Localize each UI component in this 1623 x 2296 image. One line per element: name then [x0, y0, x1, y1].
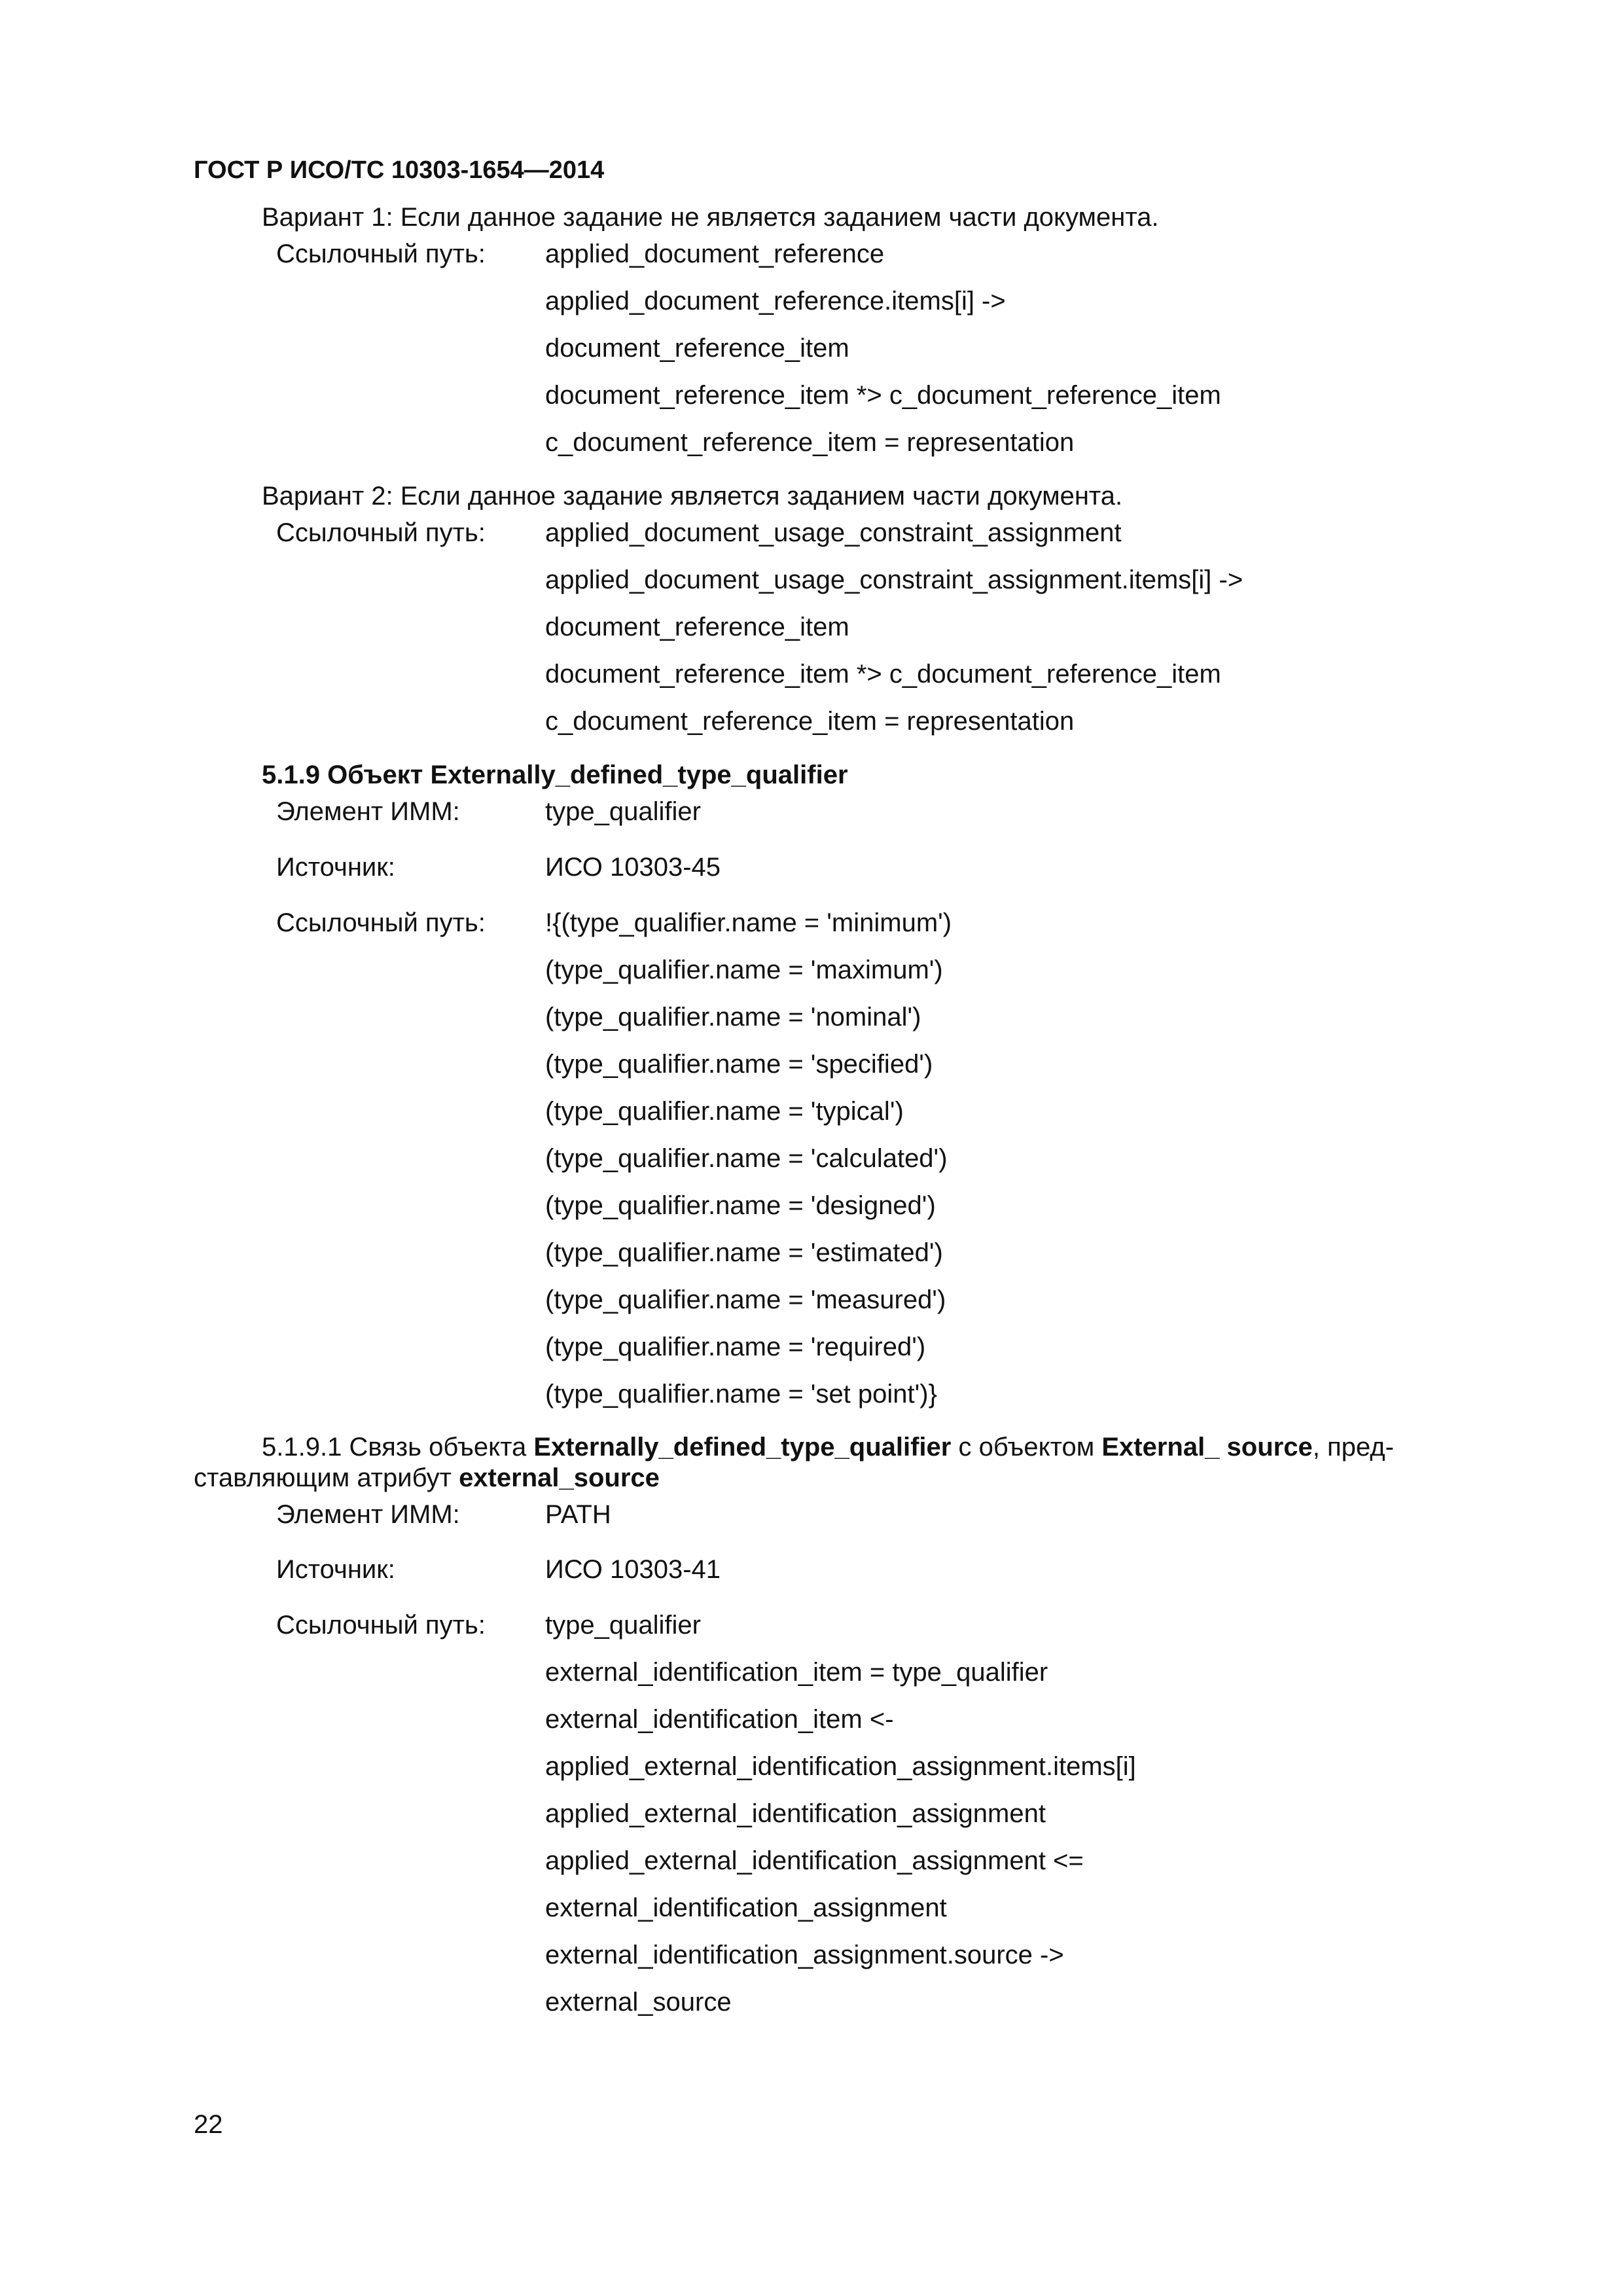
reference-path-line: type_qualifier: [545, 1611, 701, 1640]
variant-1-path-line: applied_document_reference: [545, 240, 885, 268]
entity-name: External_ source: [1101, 1433, 1313, 1462]
section-5-1-9-1-text: , пред-: [1312, 1433, 1394, 1462]
variant-1-path-line: c_document_reference_item = representation: [545, 428, 1075, 457]
variant-1-path-label: Ссылочный путь:: [276, 240, 486, 268]
variant-2-path-line: document_reference_item *> c_document_reference_item: [545, 660, 1221, 689]
reference-path-line: applied_external_identification_assignment: [545, 1799, 1046, 1828]
reference-path-line: (type_qualifier.name = 'required'): [545, 1333, 926, 1361]
reference-path-line: applied_external_identification_assignment <=: [545, 1846, 1084, 1875]
reference-path-line: external_identification_item = type_qualifier: [545, 1658, 1048, 1687]
source-label: Источник:: [276, 853, 395, 882]
aim-element-label: Элемент ИММ:: [276, 797, 460, 826]
document-header: ГОСТ Р ИСО/ТС 10303-1654—2014: [194, 156, 605, 184]
section-5-1-9-1-text: 5.1.9.1 Связь объекта: [262, 1433, 534, 1462]
reference-path-line: external_identification_item <-: [545, 1705, 894, 1734]
reference-path-label: Ссылочный путь:: [276, 1611, 486, 1640]
reference-path-line: (type_qualifier.name = 'maximum'): [545, 956, 943, 984]
reference-path-line: applied_external_identification_assignment.items[i]: [545, 1752, 1136, 1781]
variant-1-path-line: document_reference_item *> c_document_reference_item: [545, 381, 1221, 410]
variant-2-title: Вариант 2: Если данное задание является заданием части документа.: [262, 482, 1123, 511]
section-5-1-9-1-text: с объектом: [951, 1433, 1102, 1462]
section-5-1-9-1-text: ставляющим атрибут: [194, 1463, 459, 1492]
reference-path-line: (type_qualifier.name = 'calculated'): [545, 1144, 948, 1173]
source-label: Источник:: [276, 1555, 395, 1584]
reference-path-line: (type_qualifier.name = 'set point')}: [545, 1380, 937, 1408]
reference-path-line: !{(type_qualifier.name = 'minimum'): [545, 908, 952, 937]
aim-element-label: Элемент ИММ:: [276, 1500, 460, 1529]
reference-path-line: (type_qualifier.name = 'nominal'): [545, 1003, 921, 1031]
reference-path-label: Ссылочный путь:: [276, 908, 486, 937]
variant-2-path-line: applied_document_usage_constraint_assignment: [545, 518, 1122, 547]
reference-path-line: external_identification_assignment: [545, 1893, 947, 1922]
variant-2-path-line: c_document_reference_item = representation: [545, 707, 1075, 736]
section-5-1-9-1-line-1: [262, 1431, 1394, 1463]
reference-path-line: external_source: [545, 1988, 732, 2017]
variant-1-path-line: applied_document_reference.items[i] ->: [545, 287, 1006, 315]
variant-1-title: Вариант 1: Если данное задание не является заданием части документа.: [262, 203, 1159, 232]
source-value: ИСО 10303-45: [545, 853, 721, 882]
reference-path-line: external_identification_assignment.source ->: [545, 1941, 1064, 1969]
variant-2-path-line: applied_document_usage_constraint_assignment.items[i] ->: [545, 565, 1243, 594]
attribute-name: external_source: [459, 1463, 660, 1492]
section-5-1-9-1-line-2: [194, 1462, 660, 1494]
reference-path-line: (type_qualifier.name = 'typical'): [545, 1097, 904, 1126]
page-number: 22: [194, 2110, 223, 2139]
reference-path-line: (type_qualifier.name = 'estimated'): [545, 1238, 943, 1267]
variant-2-path-line: document_reference_item: [545, 613, 849, 641]
variant-2-path-label: Ссылочный путь:: [276, 518, 486, 547]
reference-path-line: (type_qualifier.name = 'specified'): [545, 1050, 933, 1079]
reference-path-line: (type_qualifier.name = 'measured'): [545, 1285, 946, 1314]
source-value: ИСО 10303-41: [545, 1555, 721, 1584]
entity-name: Externally_defined_type_qualifier: [533, 1433, 952, 1462]
aim-element-value: PATH: [545, 1500, 611, 1529]
aim-element-value: type_qualifier: [545, 797, 701, 826]
section-5-1-9-heading: 5.1.9 Объект Externally_defined_type_qualifier: [262, 761, 848, 789]
variant-1-path-line: document_reference_item: [545, 334, 849, 363]
reference-path-line: (type_qualifier.name = 'designed'): [545, 1191, 936, 1220]
